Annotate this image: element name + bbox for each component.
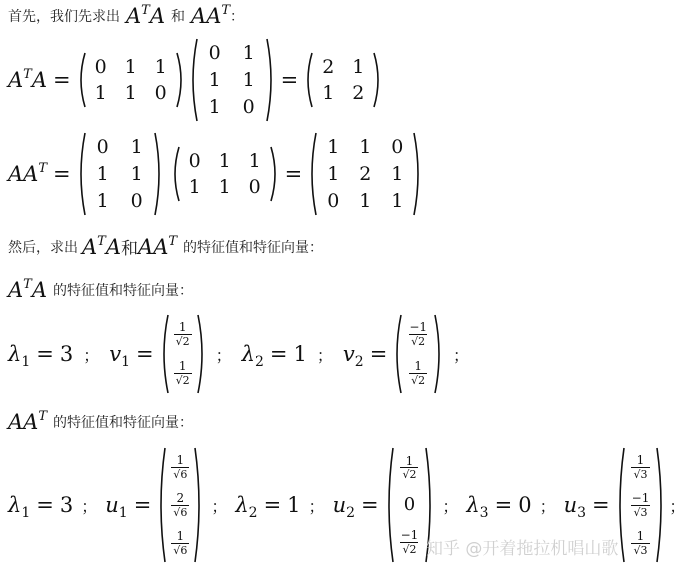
vector-v2 — [393, 314, 443, 394]
sqrt-sign: √ — [173, 543, 181, 557]
math-aat: $AA^T$ — [138, 233, 178, 259]
math-ata: $A^TA$ — [8, 277, 48, 302]
left-paren — [160, 314, 169, 394]
vector-entries — [169, 315, 197, 393]
matrix-entry: 1 — [359, 136, 372, 159]
matrix-cells — [180, 148, 270, 200]
sqrt-sign: √ — [175, 335, 183, 349]
fraction-denominator — [631, 543, 649, 557]
right-paren — [194, 447, 203, 563]
right-paren — [434, 314, 443, 394]
matrix-entry: 1 — [327, 136, 340, 159]
lambda-3-value: 0 — [518, 493, 532, 517]
matrix-entry: 0 — [94, 56, 107, 78]
matrix-entry: 0 — [248, 176, 261, 198]
v1-symbol: $v_1$ — [109, 342, 131, 370]
matrix-entry: 1 — [208, 95, 221, 118]
fraction-denominator — [174, 373, 192, 387]
matrix-at — [189, 38, 275, 122]
vector-v1 — [160, 314, 206, 394]
matrix-entry: 1 — [130, 136, 143, 159]
right-paren — [176, 52, 185, 108]
matrix-entry: 1 — [327, 162, 340, 185]
sqrt-radicand: 2 — [182, 335, 190, 349]
matrix-cells — [198, 40, 266, 120]
u2-symbol: $u_2$ — [332, 493, 356, 521]
right-paren — [266, 38, 275, 122]
fraction — [631, 530, 649, 556]
sqrt-sign: √ — [411, 335, 419, 349]
lhs-ata: $A^TA$ — [8, 67, 48, 92]
fraction — [400, 455, 418, 481]
matrix-entry: 1 — [218, 150, 231, 172]
vector-entries — [394, 448, 426, 562]
fraction-denominator — [631, 467, 649, 481]
left-paren — [77, 132, 86, 216]
semicolon: ； — [308, 496, 325, 516]
eigen-ata-line — [8, 314, 479, 394]
matrix-entry: 1 — [218, 176, 231, 198]
lambda-2-value: 1 — [287, 493, 301, 517]
sqrt-radicand: 2 — [182, 374, 190, 388]
fraction-numerator: 1 — [405, 453, 414, 468]
right-paren — [656, 447, 665, 563]
fraction — [171, 454, 189, 480]
fraction-numerator: 1 — [414, 359, 422, 374]
section-aat-heading — [8, 410, 193, 434]
matrix-a — [77, 52, 185, 108]
fraction-numerator: 1 — [636, 528, 645, 543]
left-paren — [189, 38, 198, 122]
equals-sign: = — [369, 342, 388, 366]
then-suffix: 的特征值和特征向量： — [183, 239, 324, 256]
fraction-numerator: 1 — [176, 528, 185, 543]
sqrt-radicand: 2 — [409, 542, 417, 556]
fraction-numerator: 1 — [178, 359, 187, 374]
fraction — [174, 360, 192, 386]
matrix-entry: 0 — [242, 95, 255, 118]
right-paren — [197, 314, 206, 394]
sqrt-radicand: 3 — [640, 467, 648, 481]
matrix-entry: 1 — [352, 56, 365, 78]
vector-entry: 0 — [403, 494, 416, 516]
matrix-entry: 0 — [208, 42, 221, 65]
fraction-numerator: −1 — [631, 490, 650, 505]
sqrt-radicand: 2 — [418, 374, 426, 388]
left-paren — [304, 52, 313, 108]
equals-sign: = — [280, 68, 299, 92]
sqrt-sign: √ — [402, 542, 410, 556]
fraction-numerator: −1 — [400, 528, 419, 543]
fraction-denominator — [400, 467, 418, 481]
matrix-entry: 1 — [124, 82, 137, 104]
equals-sign: = — [494, 493, 513, 517]
matrix-entry: 0 — [327, 189, 340, 212]
fraction — [171, 492, 189, 518]
equals-sign: = — [284, 162, 303, 186]
right-paren — [373, 52, 382, 108]
matrix-at-2 — [171, 146, 279, 202]
left-paren — [77, 52, 86, 108]
fraction-numerator: 1 — [176, 452, 185, 467]
matrix-entry: 1 — [188, 176, 201, 198]
v2-symbol: $v_2$ — [342, 342, 364, 370]
fraction-numerator: 1 — [178, 320, 187, 335]
fraction — [409, 360, 427, 386]
sqrt-radicand: 3 — [640, 543, 648, 557]
lambda-1: $\lambda_1$ — [8, 493, 31, 521]
fraction-denominator — [171, 467, 189, 481]
section-ata-label: 的特征值和特征向量： — [53, 283, 194, 299]
watermark-text: 知乎 @开着拖拉机唱山歌 — [426, 539, 619, 559]
matrix-entry: 1 — [94, 82, 107, 104]
matrix-entry: 1 — [130, 162, 143, 185]
fraction — [407, 321, 429, 347]
fraction — [171, 530, 189, 556]
vector-entries — [166, 448, 194, 562]
colon-text: ： — [230, 9, 245, 25]
fraction — [174, 321, 192, 347]
equation-ata — [8, 38, 382, 122]
sqrt-radicand: 2 — [418, 335, 426, 349]
semicolon: ； — [442, 496, 459, 516]
math-aat: $AA^T$ — [191, 3, 231, 28]
semicolon: ； — [215, 345, 232, 365]
matrix-entry: 1 — [96, 189, 109, 212]
semicolon: ； — [539, 496, 556, 516]
fraction-denominator — [400, 542, 418, 556]
math-ata: $A^TA$ — [126, 3, 166, 28]
matrix-entry: 1 — [322, 82, 335, 104]
intro-line — [8, 4, 244, 28]
matrix-entry: 1 — [208, 68, 221, 91]
equals-sign: = — [263, 493, 282, 517]
sqrt-sign: √ — [633, 467, 641, 481]
matrix-entry: 1 — [124, 56, 137, 78]
equals-sign: = — [136, 342, 154, 366]
matrix-entry: 1 — [359, 189, 372, 212]
fraction-denominator — [171, 543, 189, 557]
matrix-aat-result — [308, 132, 422, 216]
left-paren — [308, 132, 317, 216]
equals-sign: = — [53, 68, 71, 92]
matrix-a-2 — [77, 132, 163, 216]
fraction — [630, 492, 652, 518]
equation-aat — [8, 132, 422, 216]
sqrt-sign: √ — [411, 374, 419, 388]
sqrt-radicand: 6 — [180, 467, 188, 481]
u3-symbol: $u_3$ — [563, 493, 587, 521]
matrix-entry: 0 — [130, 189, 143, 212]
math-ata: $A^TA$ — [82, 233, 122, 259]
fraction-denominator — [174, 334, 192, 348]
semicolon: ； — [453, 345, 470, 365]
matrix-cells — [86, 54, 176, 106]
matrix-cells — [317, 134, 413, 214]
semicolon: ； — [83, 345, 100, 365]
fraction-denominator — [171, 505, 189, 519]
fraction — [399, 529, 421, 555]
equals-sign: = — [133, 493, 152, 517]
vector-u1 — [157, 447, 203, 563]
left-paren — [157, 447, 166, 563]
semicolon: ； — [669, 496, 686, 516]
left-paren — [393, 314, 402, 394]
u1-symbol: $u_1$ — [105, 493, 128, 521]
fraction-numerator: 2 — [176, 490, 185, 505]
fraction-denominator — [409, 334, 427, 348]
section-ata-heading — [8, 278, 193, 302]
fraction-denominator — [409, 373, 427, 387]
math-aat: $AA^T$ — [8, 409, 48, 434]
fraction — [631, 454, 649, 480]
lhs-aat: $AA^T$ — [8, 161, 48, 186]
left-paren — [171, 146, 180, 202]
matrix-entry: 2 — [322, 56, 335, 78]
lambda-2: $\lambda_2$ — [241, 342, 264, 370]
sqrt-radicand: 2 — [409, 468, 417, 482]
intro-text: 首先，我们先求出 — [8, 9, 120, 25]
section-aat-label: 的特征值和特征向量： — [53, 415, 194, 431]
matrix-entry: 2 — [359, 162, 372, 185]
matrix-entry: 2 — [352, 82, 365, 104]
fraction-numerator: −1 — [409, 320, 428, 335]
then-text: 然后，求出 — [8, 239, 78, 256]
right-paren — [270, 146, 279, 202]
sqrt-sign: √ — [402, 468, 410, 482]
matrix-entry: 1 — [391, 189, 404, 212]
matrix-ata-result — [304, 52, 382, 108]
semicolon: ； — [211, 496, 228, 516]
right-paren — [413, 132, 422, 216]
matrix-cells — [86, 134, 154, 214]
sqrt-sign: √ — [175, 374, 183, 388]
matrix-entry: 0 — [188, 150, 201, 172]
matrix-entry: 1 — [96, 162, 109, 185]
matrix-cells — [313, 54, 373, 106]
vector-entries — [625, 448, 657, 562]
lambda-1: $\lambda_1$ — [8, 342, 31, 370]
right-paren — [154, 132, 163, 216]
matrix-entry: 0 — [391, 136, 404, 159]
matrix-entry: 0 — [154, 82, 167, 104]
lambda-1-value: 3 — [59, 342, 74, 366]
equals-sign: = — [592, 493, 610, 517]
sqrt-sign: √ — [633, 543, 641, 557]
equals-sign: = — [53, 162, 71, 186]
vector-entries — [402, 315, 434, 393]
semicolon: ； — [81, 496, 98, 516]
lambda-3: $\lambda_3$ — [466, 493, 489, 521]
matrix-entry: 1 — [242, 42, 255, 65]
vector-u3 — [616, 447, 666, 563]
left-paren — [385, 447, 394, 563]
sqrt-radicand: 6 — [180, 543, 188, 557]
and-text: 和 — [171, 9, 186, 25]
matrix-entry: 1 — [391, 162, 404, 185]
equals-sign: = — [36, 493, 54, 517]
and-text: 和 — [121, 239, 139, 259]
matrix-entry: 1 — [242, 68, 255, 91]
sqrt-sign: √ — [633, 505, 641, 519]
lambda-2-value: 1 — [293, 342, 307, 366]
fraction-numerator: 1 — [636, 452, 645, 467]
matrix-entry: 1 — [154, 56, 167, 78]
then-line — [8, 234, 323, 259]
sqrt-sign: √ — [173, 505, 181, 519]
sqrt-radicand: 3 — [640, 505, 648, 519]
lambda-2: $\lambda_2$ — [235, 493, 258, 521]
equals-sign: = — [361, 493, 379, 517]
fraction-denominator — [631, 505, 649, 519]
semicolon: ； — [316, 345, 333, 365]
equals-sign: = — [36, 342, 54, 366]
lambda-1-value: 3 — [59, 493, 74, 517]
matrix-entry: 1 — [248, 150, 261, 172]
sqrt-sign: √ — [173, 467, 181, 481]
sqrt-radicand: 6 — [180, 505, 188, 519]
equals-sign: = — [269, 342, 288, 366]
matrix-entry: 0 — [96, 136, 109, 159]
